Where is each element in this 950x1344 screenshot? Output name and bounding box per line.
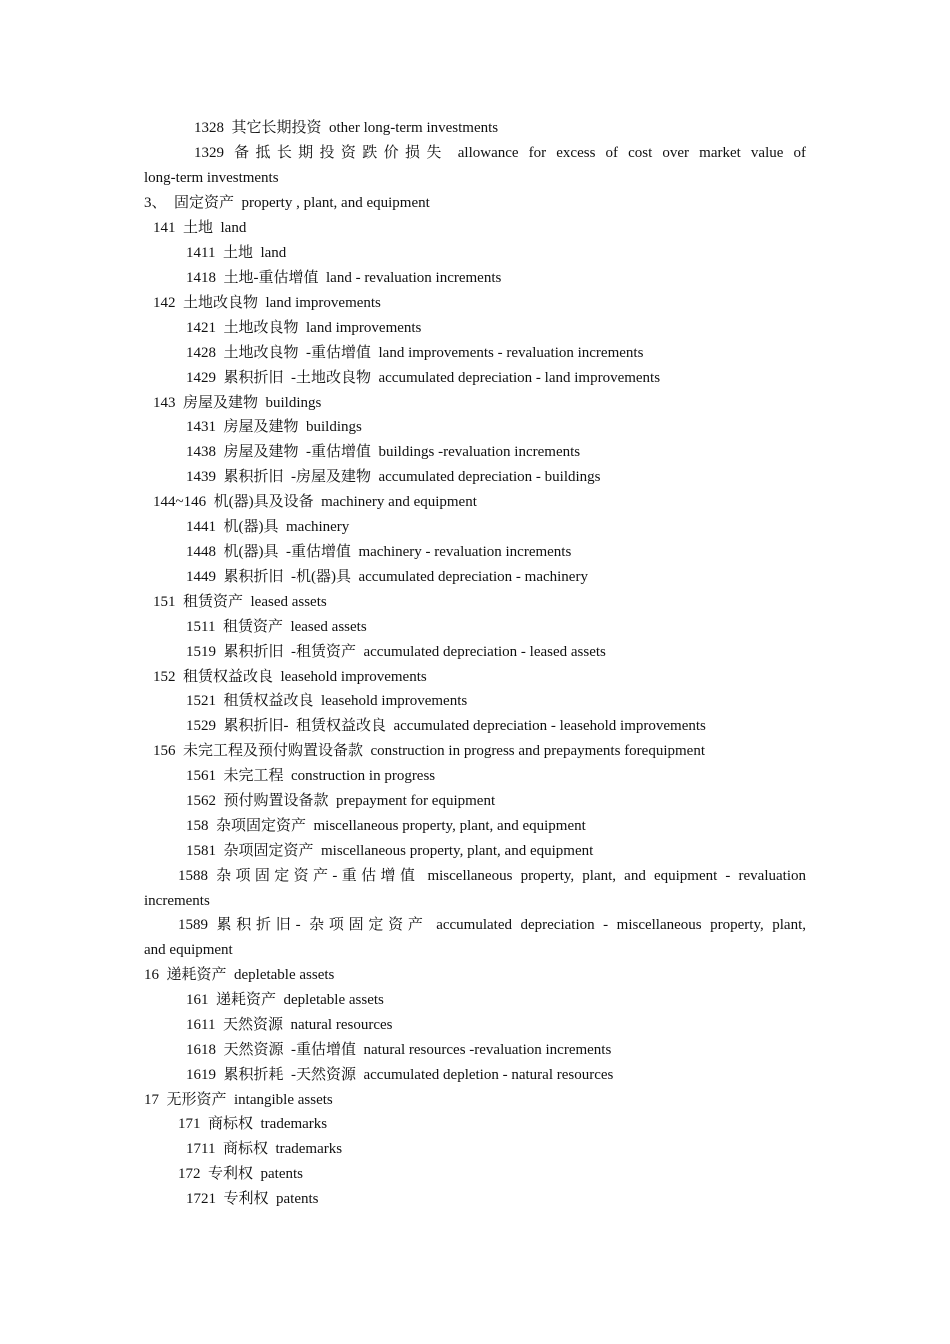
- account-1589-continued: and equipment: [144, 942, 233, 958]
- section-heading-fixed-assets: 3、 固定资产 property , plant, and equipment: [144, 195, 430, 211]
- account-152: 152 租赁权益改良 leasehold improvements: [153, 669, 427, 685]
- account-1611: 1611 天然资源 natural resources: [186, 1017, 393, 1033]
- account-1589: 1589 累积折旧- 杂项固定资产 accumulated depreciation - miscellaneous property, plant,: [178, 917, 806, 933]
- account-1529: 1529 累积折旧- 租赁权益改良 accumulated depreciation - leasehold improvements: [186, 718, 706, 734]
- account-17: 17 无形资产 intangible assets: [144, 1092, 333, 1108]
- account-1561: 1561 未完工程 construction in progress: [186, 768, 436, 784]
- account-156: 156 未完工程及预付购置设备款 construction in progress and prepayments forequipment: [153, 743, 705, 759]
- account-1581: 1581 杂项固定资产 miscellaneous property, plant, and equipment: [186, 843, 594, 859]
- account-1429: 1429 累积折旧 -土地改良物 accumulated depreciation - land improvements: [186, 370, 661, 386]
- account-1449: 1449 累积折旧 -机(器)具 accumulated depreciation - machinery: [186, 569, 588, 585]
- account-1431: 1431 房屋及建物 buildings: [186, 419, 362, 435]
- account-141: 141 土地 land: [153, 220, 247, 236]
- account-1619: 1619 累积折耗 -天然资源 accumulated depletion - natural resources: [186, 1067, 614, 1083]
- account-172: 172 专利权 patents: [178, 1166, 303, 1182]
- account-1711: 1711 商标权 trademarks: [186, 1141, 343, 1157]
- account-171: 171 商标权 trademarks: [178, 1116, 328, 1132]
- account-1519: 1519 累积折旧 -租赁资产 accumulated depreciation - leased assets: [186, 644, 606, 660]
- account-1511: 1511 租赁资产 leased assets: [186, 619, 367, 635]
- account-1721: 1721 专利权 patents: [186, 1191, 319, 1207]
- account-16: 16 递耗资产 depletable assets: [144, 967, 335, 983]
- account-1618: 1618 天然资源 -重估增值 natural resources -revaluation increments: [186, 1042, 612, 1058]
- account-1411: 1411 土地 land: [186, 245, 287, 261]
- account-1441: 1441 机(器)具 machinery: [186, 519, 350, 535]
- account-144-146: 144~146 机(器)具及设备 machinery and equipment: [153, 494, 477, 510]
- account-1562: 1562 预付购置设备款 prepayment for equipment: [186, 793, 496, 809]
- account-1438: 1438 房屋及建物 -重估增值 buildings -revaluation increments: [186, 444, 581, 460]
- account-161: 161 递耗资产 depletable assets: [186, 992, 384, 1008]
- account-1439: 1439 累积折旧 -房屋及建物 accumulated depreciation - buildings: [186, 469, 601, 485]
- account-142: 142 土地改良物 land improvements: [153, 295, 381, 311]
- account-1328: 1328 其它长期投资 other long-term investments: [194, 120, 499, 136]
- account-1588: 1588 杂项固定资产-重估增值 miscellaneous property, plant, and equipment - revaluation: [178, 868, 806, 884]
- account-1521: 1521 租赁权益改良 leasehold improvements: [186, 693, 468, 709]
- account-1428: 1428 土地改良物 -重估增值 land improvements - revaluation increments: [186, 345, 644, 361]
- account-1329: 1329 备抵长期投资跌价损失 allowance for excess of cost over market value of: [194, 145, 806, 161]
- account-158: 158 杂项固定资产 miscellaneous property, plant, and equipment: [186, 818, 586, 834]
- account-1329-continued: long-term investments: [144, 170, 279, 186]
- account-1421: 1421 土地改良物 land improvements: [186, 320, 422, 336]
- account-1588-continued: increments: [144, 893, 210, 909]
- account-1418: 1418 土地-重估增值 land - revaluation increments: [186, 270, 502, 286]
- account-143: 143 房屋及建物 buildings: [153, 395, 322, 411]
- account-151: 151 租赁资产 leased assets: [153, 594, 327, 610]
- account-1448: 1448 机(器)具 -重估增值 machinery - revaluation increments: [186, 544, 572, 560]
